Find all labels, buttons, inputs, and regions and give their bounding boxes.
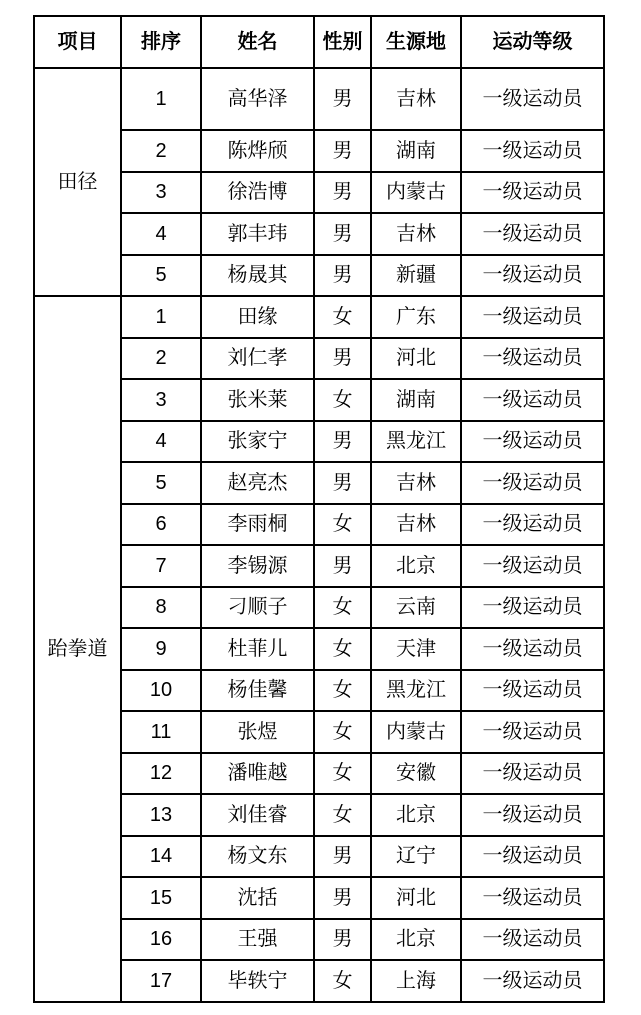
rank-cell: 13 [121, 794, 201, 836]
table-row [34, 296, 604, 338]
level-cell: 一级运动员 [461, 68, 604, 130]
gender-cell: 男 [314, 130, 371, 172]
gender-cell: 男 [314, 172, 371, 214]
column-header-event: 项目 [34, 16, 121, 68]
origin-cell: 安徽 [371, 753, 461, 795]
level-cell: 一级运动员 [461, 794, 604, 836]
rank-cell: 6 [121, 504, 201, 546]
level-cell: 一级运动员 [461, 670, 604, 712]
level-cell: 一级运动员 [461, 172, 604, 214]
name-cell: 潘唯越 [201, 753, 314, 795]
origin-cell: 黑龙江 [371, 421, 461, 463]
name-cell: 徐浩博 [201, 172, 314, 214]
header-row [34, 16, 604, 68]
column-header-origin: 生源地 [371, 16, 461, 68]
name-cell: 张煜 [201, 711, 314, 753]
gender-cell: 女 [314, 296, 371, 338]
origin-cell: 吉林 [371, 462, 461, 504]
gender-cell: 女 [314, 504, 371, 546]
level-cell: 一级运动员 [461, 255, 604, 297]
name-cell: 刁顺子 [201, 587, 314, 629]
gender-cell: 女 [314, 628, 371, 670]
level-cell: 一级运动员 [461, 753, 604, 795]
name-cell: 张米莱 [201, 379, 314, 421]
origin-cell: 湖南 [371, 130, 461, 172]
name-cell: 刘佳睿 [201, 794, 314, 836]
name-cell: 田缘 [201, 296, 314, 338]
gender-cell: 男 [314, 213, 371, 255]
origin-cell: 内蒙古 [371, 172, 461, 214]
level-cell: 一级运动员 [461, 296, 604, 338]
rank-cell: 5 [121, 462, 201, 504]
name-cell: 刘仁孝 [201, 338, 314, 380]
gender-cell: 女 [314, 670, 371, 712]
origin-cell: 新疆 [371, 255, 461, 297]
origin-cell: 黑龙江 [371, 670, 461, 712]
origin-cell: 天津 [371, 628, 461, 670]
rank-cell: 11 [121, 711, 201, 753]
rank-cell: 10 [121, 670, 201, 712]
origin-cell: 吉林 [371, 68, 461, 130]
column-header-name: 姓名 [201, 16, 314, 68]
name-cell: 杨文东 [201, 836, 314, 878]
level-cell: 一级运动员 [461, 421, 604, 463]
rank-cell: 1 [121, 68, 201, 130]
level-cell: 一级运动员 [461, 628, 604, 670]
level-cell: 一级运动员 [461, 462, 604, 504]
origin-cell: 云南 [371, 587, 461, 629]
name-cell: 杜菲儿 [201, 628, 314, 670]
name-cell: 郭丰玮 [201, 213, 314, 255]
name-cell: 高华泽 [201, 68, 314, 130]
level-cell: 一级运动员 [461, 504, 604, 546]
name-cell: 沈括 [201, 877, 314, 919]
rank-cell: 16 [121, 919, 201, 961]
rank-cell: 17 [121, 960, 201, 1002]
event-cell: 田径 [34, 68, 121, 296]
rank-cell: 5 [121, 255, 201, 297]
gender-cell: 女 [314, 960, 371, 1002]
name-cell: 王强 [201, 919, 314, 961]
level-cell: 一级运动员 [461, 877, 604, 919]
column-header-rank: 排序 [121, 16, 201, 68]
gender-cell: 女 [314, 711, 371, 753]
gender-cell: 女 [314, 753, 371, 795]
level-cell: 一级运动员 [461, 960, 604, 1002]
level-cell: 一级运动员 [461, 379, 604, 421]
origin-cell: 辽宁 [371, 836, 461, 878]
gender-cell: 女 [314, 587, 371, 629]
gender-cell: 男 [314, 462, 371, 504]
event-cell: 跆拳道 [34, 296, 121, 1002]
level-cell: 一级运动员 [461, 919, 604, 961]
origin-cell: 河北 [371, 877, 461, 919]
rank-cell: 12 [121, 753, 201, 795]
origin-cell: 吉林 [371, 504, 461, 546]
origin-cell: 河北 [371, 338, 461, 380]
gender-cell: 男 [314, 545, 371, 587]
gender-cell: 男 [314, 68, 371, 130]
origin-cell: 北京 [371, 919, 461, 961]
rank-cell: 3 [121, 172, 201, 214]
gender-cell: 男 [314, 421, 371, 463]
origin-cell: 上海 [371, 960, 461, 1002]
gender-cell: 男 [314, 877, 371, 919]
rank-cell: 8 [121, 587, 201, 629]
table-row [34, 68, 604, 130]
name-cell: 李雨桐 [201, 504, 314, 546]
origin-cell: 北京 [371, 545, 461, 587]
rank-cell: 1 [121, 296, 201, 338]
rank-cell: 9 [121, 628, 201, 670]
origin-cell: 内蒙古 [371, 711, 461, 753]
level-cell: 一级运动员 [461, 130, 604, 172]
column-header-gender: 性别 [314, 16, 371, 68]
origin-cell: 广东 [371, 296, 461, 338]
origin-cell: 北京 [371, 794, 461, 836]
level-cell: 一级运动员 [461, 213, 604, 255]
rank-cell: 14 [121, 836, 201, 878]
rank-cell: 2 [121, 338, 201, 380]
gender-cell: 女 [314, 794, 371, 836]
level-cell: 一级运动员 [461, 711, 604, 753]
gender-cell: 男 [314, 255, 371, 297]
rank-cell: 4 [121, 213, 201, 255]
column-header-level: 运动等级 [461, 16, 604, 68]
name-cell: 张家宁 [201, 421, 314, 463]
level-cell: 一级运动员 [461, 545, 604, 587]
level-cell: 一级运动员 [461, 836, 604, 878]
name-cell: 陈烨颀 [201, 130, 314, 172]
origin-cell: 湖南 [371, 379, 461, 421]
level-cell: 一级运动员 [461, 587, 604, 629]
athlete-table [33, 15, 605, 1003]
level-cell: 一级运动员 [461, 338, 604, 380]
gender-cell: 女 [314, 379, 371, 421]
gender-cell: 男 [314, 919, 371, 961]
name-cell: 李锡源 [201, 545, 314, 587]
rank-cell: 4 [121, 421, 201, 463]
origin-cell: 吉林 [371, 213, 461, 255]
gender-cell: 男 [314, 338, 371, 380]
name-cell: 杨晟其 [201, 255, 314, 297]
rank-cell: 2 [121, 130, 201, 172]
name-cell: 毕轶宁 [201, 960, 314, 1002]
name-cell: 赵亮杰 [201, 462, 314, 504]
name-cell: 杨佳馨 [201, 670, 314, 712]
rank-cell: 15 [121, 877, 201, 919]
gender-cell: 男 [314, 836, 371, 878]
rank-cell: 3 [121, 379, 201, 421]
rank-cell: 7 [121, 545, 201, 587]
